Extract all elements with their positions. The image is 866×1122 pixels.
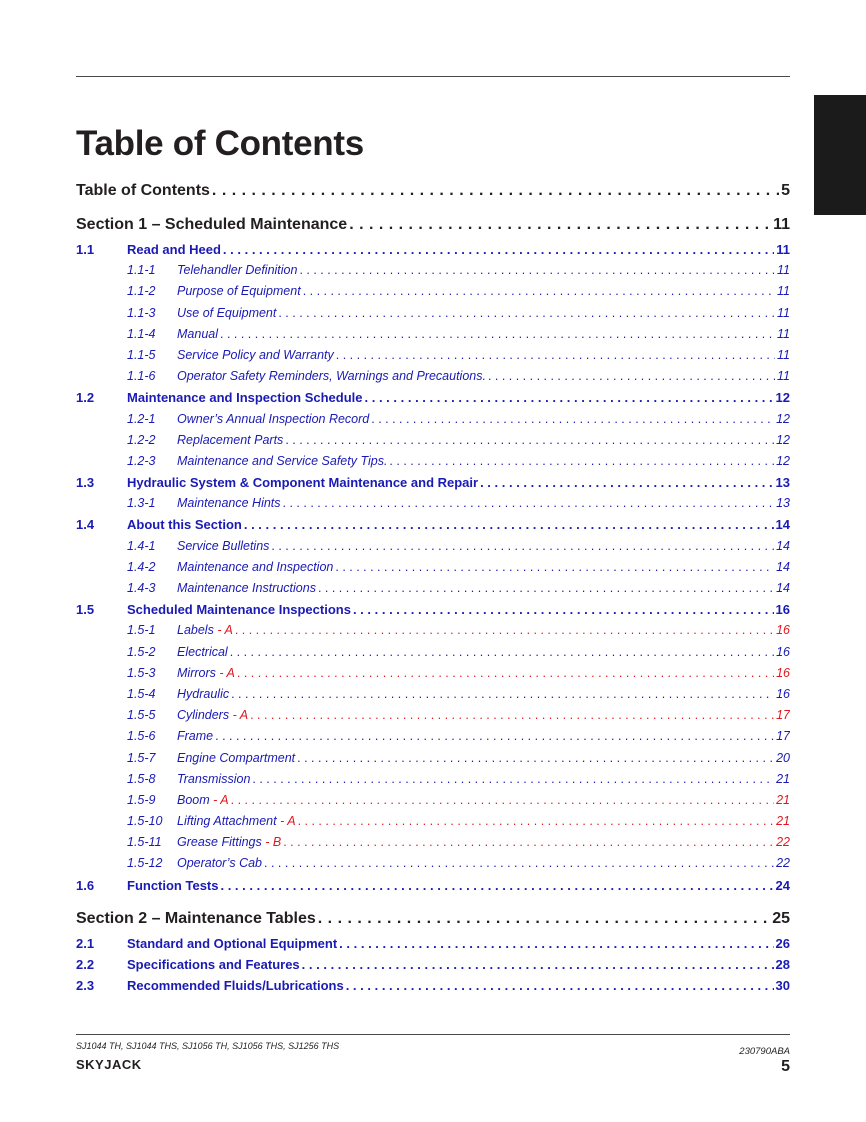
footer-doc-number: 230790ABA [739,1046,790,1057]
toc-entry-page[interactable]: 16 [775,602,790,618]
toc-entry-number: 1.5-5 [127,708,156,723]
toc-entry-title[interactable] [177,642,228,663]
toc-entry-title[interactable] [127,975,344,996]
toc-dot-leader [389,451,774,472]
toc-entry-title-text: Labels [177,623,214,638]
toc-entry-number: 1.1-4 [127,326,156,341]
toc-entry-title-text: Boom [177,792,210,807]
toc-entry-title-text: Maintenance and Inspection Schedule [127,390,363,406]
toc-entry-title-text: Maintenance Instructions [177,581,316,595]
toc-entry-title-text: Standard and Optional Equipment [127,935,338,951]
toc-entry-title-text: Replacement Parts [177,432,284,447]
footer-page-number: 5 [781,1058,790,1075]
toc-entry-title[interactable] [177,366,486,387]
toc-entry-title-text: Cylinders [177,708,230,723]
toc-entry-title[interactable] [177,578,316,599]
toc-dot-leader [278,303,775,324]
toc-entry-page[interactable]: 14 [776,581,790,595]
section-tab [814,95,866,215]
toc-entry-title-text: Lifting Attachment [177,814,277,829]
toc-chapter-entry[interactable] [76,599,790,620]
toc-entry-title-text: Specifications and Features [127,957,300,972]
toc-entry-title-text: Service Policy and Warranty [177,347,334,362]
toc-entry-title-text: About this Section [127,517,242,533]
toc-entry-page[interactable]: 11 [777,347,790,362]
toc-subentry[interactable] [76,345,790,366]
toc-entry-number: 1.4-2 [127,559,156,574]
toc-dot-leader [488,366,775,387]
toc-subentry[interactable] [76,748,790,769]
toc-entry-title[interactable] [177,281,301,302]
toc-entry-page[interactable]: 16 [776,623,790,638]
toc-entry-title-text: Section 1 – Scheduled Maintenance [76,216,348,233]
toc-entry-title-text: Table of Contents [76,182,210,199]
toc-entry-title[interactable] [177,663,235,684]
toc-dot-leader [318,908,770,930]
toc-entry-page[interactable]: 17 [776,729,790,744]
toc-dot-leader [231,790,774,811]
toc-entry-page[interactable]: 16 [776,665,790,680]
toc-entry-number: 1.1-3 [127,305,156,320]
toc-entry-title-text: Owner’s Annual Inspection Record [177,411,370,426]
toc-dot-leader [371,409,774,430]
toc-entry-page[interactable]: 25 [772,909,790,927]
toc-entry-title-text: Section 2 – Maintenance Tables [76,909,316,927]
toc-entry-number: 1.5-9 [127,792,156,807]
toc-subentry[interactable] [76,281,790,302]
toc-entry-page[interactable]: 14 [776,538,790,553]
toc-entry-page[interactable]: 28 [775,957,790,972]
toc-entry-page[interactable]: 13 [775,475,790,491]
toc-subentry[interactable] [76,790,790,811]
toc-chapter-entry[interactable] [76,954,790,975]
toc-entry-page[interactable]: 22 [776,835,790,850]
toc-entry-title-text: Hydraulic [177,686,230,701]
toc-entry-title-text: Read and Heed [127,242,221,257]
toc-dot-leader [231,684,774,705]
toc-dot-leader [346,975,774,996]
toc-entry-number: 2.2 [76,957,95,972]
toc-subentry[interactable] [76,684,790,705]
toc-entry-number: 1.4 [76,517,95,533]
toc-entry-number: 1.5-11 [127,835,162,850]
toc-entry-page[interactable]: 11 [773,216,790,233]
toc-dot-leader [237,663,774,684]
toc-section-entry[interactable] [76,214,790,236]
toc-entry-title-text: Maintenance and Inspection [177,559,334,574]
toc-dot-leader [264,853,774,874]
toc-entry-title[interactable] [177,811,296,832]
toc-entry-title[interactable] [177,620,233,641]
toc-dot-leader [252,769,774,790]
toc-entry-revision-flag: - A [232,708,249,723]
toc-entry-revision-flag: - A [217,623,233,638]
toc-dot-leader [285,430,774,451]
toc-entry-page[interactable]: 30 [775,978,790,994]
toc-dot-leader [318,578,774,599]
toc-entry-number: 1.5 [76,602,95,618]
toc-entry-title-text: Hydraulic System & Component Maintenance and Repair [127,475,479,491]
toc-entry-title[interactable] [177,451,387,472]
toc-entry-number: 1.2 [76,390,95,406]
toc-entry-page[interactable]: 21 [776,814,790,829]
toc-entry-number: 1.1-1 [127,263,156,278]
toc-entry-number: 1.2-1 [127,411,156,426]
toc-entry-title[interactable] [177,705,248,726]
toc-entry-title[interactable] [177,303,276,324]
toc-entry-page[interactable]: 16 [776,686,790,701]
toc-dot-leader [283,493,775,514]
toc-entry-title[interactable] [127,387,363,408]
toc-dot-leader [297,748,774,769]
toc-entry-number: 1.5-6 [127,729,156,744]
toc-entry-page[interactable]: 17 [776,708,790,723]
skyjack-logo: SKYJACK [76,1057,142,1072]
toc-subentry[interactable] [76,853,790,874]
toc-subentry[interactable] [76,811,790,832]
toc-entry-number: 1.1-2 [127,284,156,299]
toc-entry-revision-flag: - B [265,835,282,850]
toc-entry-page[interactable]: 22 [776,856,790,871]
toc-entry-title-text: Scheduled Maintenance Inspections [127,602,351,618]
toc-entry-page[interactable]: 12 [776,432,790,447]
toc-dot-leader [349,214,771,236]
toc-entry-number: 1.3-1 [127,496,156,511]
toc-subentry[interactable] [76,578,790,599]
toc-dot-leader [365,387,774,408]
toc-entry-title-text: Maintenance Hints [177,496,281,511]
toc-subentry[interactable] [76,832,790,853]
toc-entry-number: 1.3 [76,475,95,491]
toc-entry-page[interactable]: 12 [776,411,790,426]
toc-entry-title-text: Manual [177,326,218,341]
toc-dot-leader [220,875,773,896]
toc-entry-page[interactable]: 12 [775,390,790,406]
toc-entry-page[interactable]: 12 [776,453,790,468]
toc-chapter-entry[interactable] [76,387,790,408]
toc-entry-page[interactable]: 5 [781,182,790,199]
toc-entry-number: 1.5-8 [127,771,156,786]
toc-dot-leader [480,472,773,493]
toc-chapter-entry[interactable] [76,472,790,493]
toc-entry-title[interactable] [177,726,213,747]
toc-entry-title[interactable] [177,557,333,578]
toc-entry-page[interactable]: 21 [776,771,790,786]
toc-entry-title-text: Mirrors [177,665,216,680]
toc-entry-page[interactable]: 21 [776,792,790,807]
toc-dot-leader [283,832,774,853]
toc-entry-title[interactable] [177,684,229,705]
toc-entry-page[interactable]: 11 [777,305,790,320]
toc-dot-leader [212,180,779,202]
toc-entry-number: 1.4-1 [127,538,156,553]
toc-entry-number: 1.5-7 [127,750,156,765]
toc-entry-title-text: Frame [177,729,214,744]
toc-entry-revision-flag: - A [213,792,229,807]
toc-subentry[interactable] [76,366,790,387]
toc-entry-title[interactable] [177,790,229,811]
toc-subentry[interactable] [76,557,790,578]
toc-entry-title[interactable] [177,409,369,430]
toc-entry-number: 1.1 [76,242,95,257]
toc-entry-number: 1.5-2 [127,644,156,659]
toc-entry-title[interactable] [177,832,281,853]
toc-entry-title-text: Recommended Fluids/Lubrications [127,978,344,994]
toc-entry-title[interactable] [177,536,269,557]
toc-entry-number: 1.1-5 [127,347,156,362]
toc-entry-title-text: Engine Compartment [177,750,296,765]
toc-section-entry[interactable] [76,908,790,930]
page-title: Table of Contents [76,124,364,163]
toc-subentry[interactable] [76,324,790,345]
toc-entry-title-text: Electrical [177,644,228,659]
toc-entry-title[interactable] [177,324,218,345]
toc-entry-page[interactable]: 26 [775,935,790,951]
toc-chapter-entry[interactable] [76,514,790,535]
toc-subentry[interactable] [76,451,790,472]
toc-entry-title[interactable] [177,430,283,451]
toc-entry-page[interactable]: 14 [775,517,790,533]
toc-entry-title[interactable] [127,599,351,620]
toc-chapter-entry[interactable] [76,875,790,896]
toc-subentry[interactable] [76,430,790,451]
toc-dot-leader [271,536,774,557]
toc-entry-number: 1.5-12 [127,856,163,871]
toc-subentry[interactable] [76,620,790,641]
toc-dot-leader [215,726,774,747]
toc-entry-title[interactable] [127,875,218,896]
toc-entry-title[interactable] [177,345,334,366]
toc-dot-leader [353,599,774,620]
toc-entry-title-text: Transmission [177,771,251,786]
toc-subentry[interactable] [76,769,790,790]
toc-dot-leader [303,281,775,302]
toc-entry-title-text: Use of Equipment [177,305,277,320]
toc-entry-title[interactable] [76,908,316,930]
footer-models: SJ1044 TH, SJ1044 THS, SJ1056 TH, SJ1056 THS, SJ1256 THS [76,1041,340,1051]
toc-entry-title[interactable] [177,748,295,769]
toc-dot-leader [230,642,774,663]
toc-entry-title-text: Service Bulletins [177,538,270,553]
toc-dot-leader [336,345,775,366]
toc-entry-number: 1.5-4 [127,686,156,701]
toc-entry-page[interactable]: 13 [776,496,790,511]
toc-dot-leader [335,557,774,578]
toc-entry-title[interactable] [127,954,300,975]
toc-entry-title[interactable] [76,214,347,236]
toc-dot-leader [302,954,774,975]
toc-entry-page[interactable]: 11 [777,326,790,341]
toc-entry-title-text: Grease Fittings [177,835,262,850]
toc-section-entry[interactable] [76,180,790,202]
toc-entry-number: 1.2-3 [127,453,156,468]
toc-entry-page[interactable]: 11 [776,242,790,257]
table-of-contents [76,180,790,996]
toc-entry-revision-flag: - A [280,814,296,829]
toc-dot-leader [250,705,774,726]
toc-entry-number: 1.5-1 [127,623,156,638]
top-rule [76,76,790,77]
toc-entry-page[interactable]: 24 [775,877,790,893]
toc-entry-number: 2.1 [76,935,95,951]
toc-subentry[interactable] [76,303,790,324]
toc-entry-number: 1.2-2 [127,432,156,447]
toc-dot-leader [220,324,775,345]
toc-entry-number: 1.4-3 [127,581,156,595]
toc-dot-leader [298,811,775,832]
toc-entry-title-text: Purpose of Equipment [177,284,301,299]
toc-entry-title-text: Maintenance and Service Safety Tips. [177,453,388,468]
toc-subentry[interactable] [76,260,790,281]
toc-subentry[interactable] [76,642,790,663]
toc-entry-title[interactable] [127,933,337,954]
toc-entry-page[interactable]: 14 [776,559,790,574]
toc-subentry[interactable] [76,663,790,684]
toc-entry-title[interactable] [76,180,210,202]
toc-entry-title-text: Operator’s Cab [177,856,262,871]
toc-chapter-entry[interactable] [76,239,790,260]
toc-entry-number: 1.1-6 [127,369,156,384]
toc-entry-title-text: Operator Safety Reminders, Warnings and Precautions. [177,369,486,384]
toc-dot-leader [299,260,775,281]
toc-entry-title[interactable] [127,472,478,493]
toc-entry-title[interactable] [177,853,262,874]
toc-subentry[interactable] [76,705,790,726]
toc-dot-leader [244,514,774,535]
toc-entry-page[interactable]: 11 [777,369,790,384]
toc-entry-number: 1.5-3 [127,665,156,680]
toc-subentry[interactable] [76,726,790,747]
toc-subentry[interactable] [76,409,790,430]
toc-entry-title-text: Telehandler Definition [177,263,298,278]
toc-subentry[interactable] [76,536,790,557]
toc-entry-title[interactable] [127,239,221,260]
toc-entry-number: 1.6 [76,877,95,893]
toc-dot-leader [223,239,774,260]
toc-entry-title-text: Function Tests [127,877,219,893]
toc-chapter-entry[interactable] [76,933,790,954]
toc-entry-page[interactable]: 11 [777,284,790,299]
toc-entry-title[interactable] [177,493,281,514]
toc-entry-page[interactable]: 16 [776,644,790,659]
toc-entry-number: 1.5-10 [127,814,163,829]
toc-entry-title[interactable] [177,769,250,790]
toc-entry-title[interactable] [177,260,297,281]
toc-entry-title[interactable] [127,514,242,535]
toc-dot-leader [235,620,774,641]
toc-dot-leader [339,933,773,954]
toc-subentry[interactable] [76,493,790,514]
bottom-rule [76,1034,790,1035]
toc-chapter-entry[interactable] [76,975,790,996]
toc-entry-revision-flag: - A [219,665,235,680]
toc-entry-number: 2.3 [76,978,95,994]
toc-entry-page[interactable]: 11 [777,263,790,278]
toc-entry-page[interactable]: 20 [776,750,790,765]
